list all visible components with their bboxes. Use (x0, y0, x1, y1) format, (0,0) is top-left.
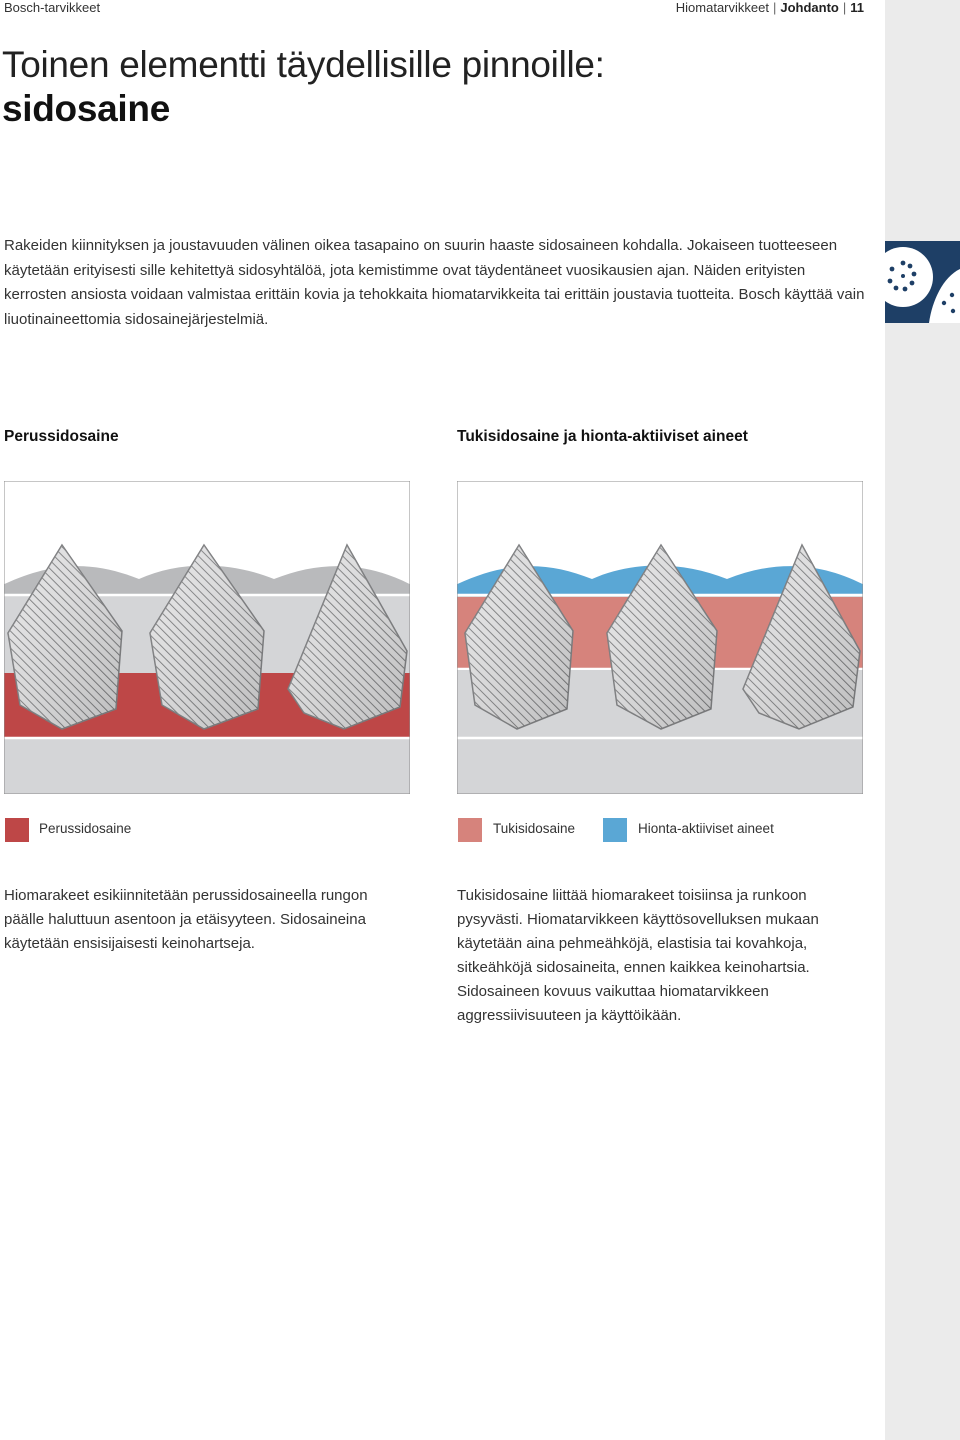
header-section: Hiomatarvikkeet (675, 0, 769, 15)
right-column-text: Tukisidosaine liittää hiomarakeet toisiinsa ja runkoon pysyvästi. Hiomatarvikkeen käyttösovelluksen mukaan käytetään aina pehmeähköjä, elastisia tai kovahkoja, sitkeähköjä sidosaineita, ennen kaikkea keinohartsia. Sidosaineen kovuus vaikuttaa hiomatarvikkeen aggressiivisuuteen ja käyttöikään. (457, 887, 819, 1024)
legend-label-active-aids: Hionta-aktiiviset aineet (638, 821, 774, 836)
header-publication: Bosch-tarvikkeet (4, 0, 101, 15)
page-number: 11 (850, 0, 864, 15)
legend-label-base-binder: Perussidosaine (39, 821, 132, 836)
page-sidebar (885, 0, 960, 1440)
left-column-heading: Perussidosaine (4, 428, 119, 445)
right-column-heading: Tukisidosaine ja hionta-aktiiviset aineet (457, 428, 748, 445)
header-breadcrumb: Hiomatarvikkeet | Johdanto | 11 (675, 0, 864, 15)
intro-paragraph: Rakeiden kiinnityksen ja joustavuuden välinen oikea tasapaino on suurin haaste sidosaineen kohdalla. Jokaiseen tuotteeseen käytetään erityisesti sille kehitettyä sidosyhtälöä, jota kemistimme ovat täydentäneet vuosikausien ajan. Näiden erityisten kerrosten ansiosta voidaan valmistaa erittäin kovia ja tehokkaita hiomatarvikkeita tai erittäin joustavia tuotteita. Bosch käyttää vain liuotinaineettomia sidosainejärjestelmiä. (4, 237, 865, 328)
size-coat-diagram (457, 481, 863, 794)
page-title-line2: sidosaine (2, 88, 170, 129)
page-title-line1: Toinen elementti täydellisille pinnoille: (2, 44, 605, 85)
legend-swatch-size-coat (458, 818, 482, 842)
sanding-disc-icon (885, 241, 960, 323)
left-column-text: Hiomarakeet esikiinnitetään perussidosaineella rungon päälle haluttuun asentoon ja etäisyyteen. Sidosaineina käytetään ensisijaisesti keinohartseja. (4, 887, 368, 952)
header-chapter: Johdanto (780, 0, 839, 15)
legend-swatch-active-aids (603, 818, 627, 842)
base-binder-diagram (4, 481, 410, 794)
legend-swatch-base-binder (5, 818, 29, 842)
legend-label-size-coat: Tukisidosaine (493, 821, 576, 836)
